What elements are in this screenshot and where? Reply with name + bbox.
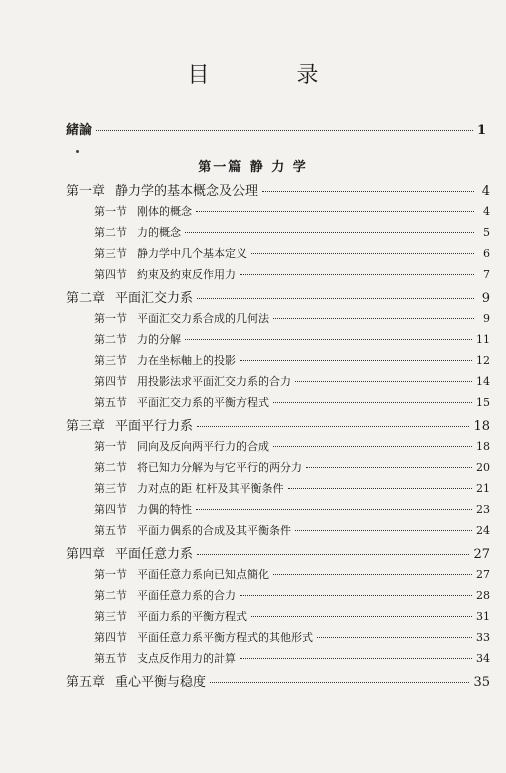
section-label: 第三节 [94, 610, 127, 623]
chapter-entry [66, 415, 490, 438]
dot-leader [273, 574, 472, 575]
chapter-title: 平面任意力系 [115, 547, 194, 562]
section-label: 第四节 [94, 375, 127, 388]
section-entry [66, 608, 490, 629]
section-label: 第一节 [94, 568, 127, 581]
page-number: 9 [481, 291, 490, 306]
dot-leader [185, 232, 474, 233]
section-entry [66, 566, 490, 587]
section-title: 支点反作用力的計算 [137, 652, 236, 665]
section-title: 平面力系的平衡方程式 [137, 610, 247, 623]
part-title: 第一篇 静 力 学 [198, 160, 308, 175]
chapter-title: 静力学的基本概念及公理 [115, 184, 259, 199]
page-number: 28 [476, 589, 490, 602]
dot-leader [262, 191, 474, 192]
chapter-label: 第二章 [66, 291, 106, 306]
section-entry [66, 438, 490, 459]
dot-leader [185, 339, 472, 340]
section-entry [66, 587, 490, 608]
section-entry [66, 203, 490, 224]
dot-leader [240, 595, 472, 596]
dot-leader [196, 211, 474, 212]
page-number: 9 [483, 312, 490, 325]
dot-leader [273, 446, 472, 447]
chapter-label: 第一章 [66, 184, 106, 199]
chapter-title: 平面汇交力系 [115, 291, 194, 306]
dot-leader [197, 298, 474, 299]
section-entry [66, 224, 490, 245]
section-title: 平面汇交力系合成的几何法 [137, 312, 269, 325]
page-number: 21 [476, 482, 490, 495]
page-number: 18 [476, 440, 490, 453]
section-entry [66, 266, 490, 287]
section-title: 力对点的距 杠杆及其平衡条件 [137, 482, 284, 495]
section-entry [66, 522, 490, 543]
dot-leader [240, 658, 472, 659]
speck [76, 150, 79, 153]
section-label: 第四节 [94, 268, 127, 281]
section-entry [66, 459, 490, 480]
intro-page-number: 1 [476, 123, 486, 138]
toc-list [66, 180, 490, 694]
dot-leader [197, 426, 469, 427]
section-label: 第一节 [94, 440, 127, 453]
section-entry [66, 373, 490, 394]
dot-leader [288, 488, 473, 489]
dot-leader [251, 616, 472, 617]
chapter-title: 重心平衡与稳度 [115, 675, 207, 690]
section-entry [66, 394, 490, 415]
dot-leader [240, 274, 474, 275]
dot-leader [295, 530, 472, 531]
page-number: 27 [473, 547, 490, 562]
page-number: 23 [476, 503, 490, 516]
dot-leader [196, 509, 472, 510]
section-title: 力偶的特性 [137, 503, 192, 516]
page-number: 34 [476, 652, 490, 665]
page-number: 12 [476, 354, 490, 367]
page-number: 7 [483, 268, 490, 281]
chapter-entry [66, 180, 490, 203]
section-title: 同向及反向两平行力的合成 [137, 440, 269, 453]
section-title: 平面汇交力系的平衡方程式 [137, 396, 269, 409]
section-entry [66, 501, 490, 522]
section-entry [66, 310, 490, 331]
chapter-label: 第四章 [66, 547, 106, 562]
section-label: 第四节 [94, 503, 127, 516]
section-entry [66, 650, 490, 671]
section-title: 平面任意力系的合力 [137, 589, 236, 602]
section-title: 用投影法求平面汇交力系的合力 [137, 375, 291, 388]
dot-leader [306, 467, 472, 468]
section-title: 将已知力分解为与它平行的两分力 [137, 461, 302, 474]
section-entry [66, 331, 490, 352]
page-number: 35 [473, 675, 490, 690]
section-label: 第二节 [94, 589, 127, 602]
section-title: 平面力偶系的合成及其平衡条件 [137, 524, 291, 537]
section-title: 静力学中几个基本定义 [137, 247, 247, 260]
section-entry [66, 629, 490, 650]
intro-label: 緒論 [66, 123, 93, 138]
dot-leader [240, 360, 472, 361]
section-label: 第四节 [94, 631, 127, 644]
section-entry [66, 245, 490, 266]
section-title: 約束及約束反作用力 [137, 268, 236, 281]
section-label: 第一节 [94, 312, 127, 325]
page-number: 24 [476, 524, 490, 537]
dot-leader [273, 318, 474, 319]
chapter-entry [66, 543, 490, 566]
page-number: 11 [476, 333, 490, 346]
dot-leader [295, 381, 472, 382]
chapter-entry [66, 287, 490, 310]
chapter-entry [66, 671, 490, 694]
dot-leader [317, 637, 472, 638]
page-number: 27 [476, 568, 490, 581]
page-number: 31 [476, 610, 490, 623]
page-number: 4 [481, 184, 490, 199]
section-label: 第三节 [94, 482, 127, 495]
page-number: 6 [483, 247, 490, 260]
section-title: 力在坐标軸上的投影 [137, 354, 236, 367]
chapter-title: 平面平行力系 [115, 419, 194, 434]
section-title: 平面任意力系向已知点簡化 [137, 568, 269, 581]
section-label: 第三节 [94, 247, 127, 260]
section-title: 平面任意力系平衡方程式的其他形式 [137, 631, 313, 644]
section-title: 刚体的概念 [137, 205, 192, 218]
section-label: 第五节 [94, 652, 127, 665]
section-label: 第二节 [94, 226, 127, 239]
section-label: 第五节 [94, 524, 127, 537]
dot-leader [197, 554, 469, 555]
page-number: 15 [476, 396, 490, 409]
dot-leader [210, 682, 469, 683]
page-number: 4 [483, 205, 490, 218]
intro-entry [66, 119, 486, 138]
chapter-label: 第五章 [66, 675, 106, 690]
section-entry [66, 480, 490, 501]
chapter-label: 第三章 [66, 419, 106, 434]
page-number: 14 [476, 375, 490, 388]
page-number: 5 [483, 226, 490, 239]
section-label: 第一节 [94, 205, 127, 218]
page-number: 33 [476, 631, 490, 644]
page-number: 18 [473, 419, 490, 434]
page-title: 目 录 [187, 63, 359, 88]
section-title: 力的概念 [137, 226, 181, 239]
section-entry [66, 352, 490, 373]
section-label: 第五节 [94, 396, 127, 409]
section-label: 第二节 [94, 461, 127, 474]
page-number: 20 [476, 461, 490, 474]
dot-leader [273, 402, 472, 403]
section-label: 第二节 [94, 333, 127, 346]
dot-leader [251, 253, 474, 254]
section-title: 力的分解 [137, 333, 181, 346]
dot-leader [96, 130, 473, 131]
section-label: 第三节 [94, 354, 127, 367]
